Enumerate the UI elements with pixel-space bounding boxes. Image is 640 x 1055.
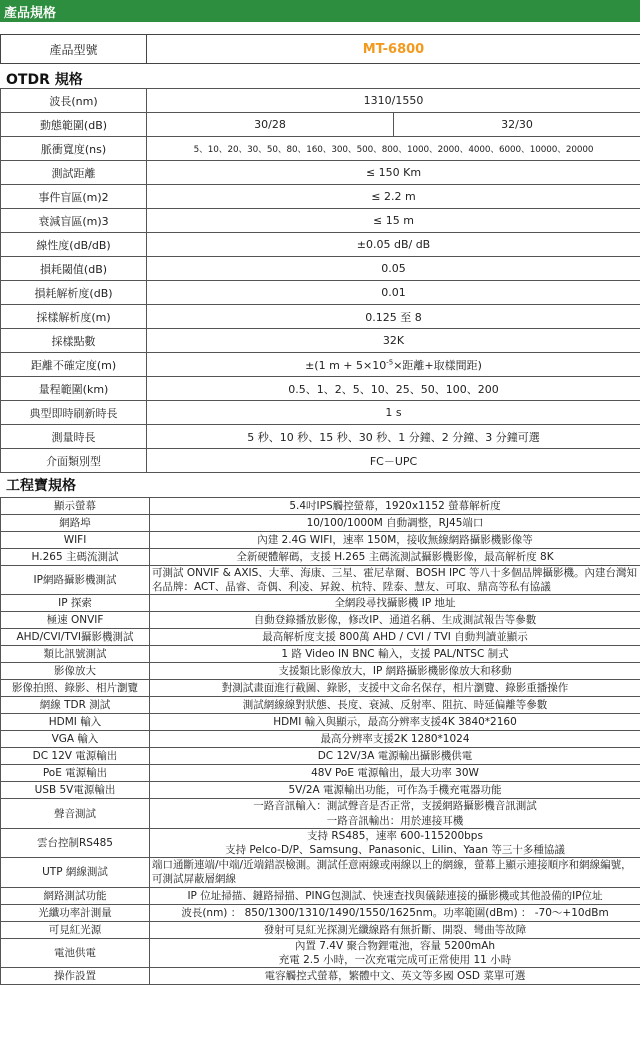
engineering-row: [1, 765, 640, 782]
otdr-row: [1, 233, 640, 257]
otdr-row: [1, 281, 640, 305]
spec-label: 介面類別型: [1, 449, 147, 473]
model-value: MT-6800: [147, 35, 640, 64]
engineering-row: [1, 566, 640, 595]
spec-value: 一路音訊輸入：測試聲音是否正常，支援網路攝影機音訊測試 一路音訊輸出：用於連接耳機: [150, 799, 640, 828]
otdr-row: [1, 161, 640, 185]
spec-label: 操作設置: [1, 968, 150, 985]
spec-value: 最高解析度支援 800萬 AHD / CVI / TVI 自動判讀並顯示: [150, 629, 640, 646]
spec-value: 電容觸控式螢幕，繁體中文、英文等多國 OSD 菜單可選: [150, 968, 640, 985]
spec-label: DC 12V 電源輸出: [1, 748, 150, 765]
spec-value: DC 12V/3A 電源輸出攝影機供電: [150, 748, 640, 765]
engineering-row: [1, 612, 640, 629]
engineering-row: [1, 680, 640, 697]
spec-value: ±0.05 dB/ dB: [147, 233, 640, 257]
spec-label: 光纖功率計測量: [1, 904, 150, 921]
spec-label: 衰減盲區(m)3: [1, 209, 147, 233]
spec-label: 測試距離: [1, 161, 147, 185]
spec-label: 聲音測試: [1, 799, 150, 828]
engineering-row: [1, 498, 640, 515]
spec-value: 30/28: [147, 113, 394, 137]
spec-label: UTP 網線測試: [1, 858, 150, 887]
spec-value: 1 路 Video IN BNC 輸入，支援 PAL/NTSC 制式: [150, 646, 640, 663]
otdr-section-title: OTDR 規格: [6, 72, 83, 88]
otdr-row: [1, 449, 640, 473]
otdr-row: [1, 137, 640, 161]
spec-label: 類比訊號測試: [1, 646, 150, 663]
spec-value: 支援類比影像放大，IP 網路攝影機影像放大和移動: [150, 663, 640, 680]
otdr-row: [1, 257, 640, 281]
engineering-spec-rows: [1, 498, 640, 985]
spec-label: 動態範圍(dB): [1, 113, 147, 137]
spec-label: VGA 輸入: [1, 731, 150, 748]
spec-value: 可測試 ONVIF & AXIS、大華、海康、三星、霍尼韋爾、BOSH IPC 等八十多個品牌攝影機。內建台灣知名品牌：ACT、晶睿、奇偶、利凌、昇銳、杭特、陞泰、慧友、可取、鼎高等私有協議: [150, 566, 640, 595]
spec-label: 事件盲區(m)2: [1, 185, 147, 209]
spec-value: 5 秒、10 秒、15 秒、30 秒、1 分鐘、2 分鐘、3 分鐘可選: [147, 425, 640, 449]
engineering-row: [1, 921, 640, 938]
formula-exponent: -5: [386, 357, 394, 366]
spec-label: 網路測試功能: [1, 887, 150, 904]
spec-label: 損耗解析度(dB): [1, 281, 147, 305]
spec-label: 測量時長: [1, 425, 147, 449]
engineering-row: [1, 731, 640, 748]
spec-label: 損耗閾值(dB): [1, 257, 147, 281]
spec-label: 典型即時刷新時長: [1, 401, 147, 425]
otdr-row: [1, 425, 640, 449]
otdr-row: [1, 401, 640, 425]
engineering-row: [1, 782, 640, 799]
spec-label: 線性度(dB/dB): [1, 233, 147, 257]
spec-value: 對測試畫面進行截圖、錄影，支援中文命名保存，相片瀏覽、錄影重播操作: [150, 680, 640, 697]
engineering-row: [1, 595, 640, 612]
otdr-row: [1, 89, 640, 113]
spec-label: 量程範圍(km): [1, 377, 147, 401]
spec-value: 5、10、20、30、50、80、160、300、500、800、1000、2000、4000、6000、10000、20000: [147, 137, 640, 161]
spec-value: HDMI 輸入與顯示，最高分辨率支援4K 3840*2160: [150, 714, 640, 731]
otdr-row: [1, 353, 640, 377]
spec-value: 32K: [147, 329, 640, 353]
spec-label: 影像拍照、錄影、相片瀏覽: [1, 680, 150, 697]
spec-label: 波長(nm): [1, 89, 147, 113]
otdr-spec-table: [0, 88, 640, 473]
spec-value: 發射可見紅光探測光纖線路有無折斷、開裂、彎曲等故障: [150, 921, 640, 938]
formula-prefix: ±(1 m + 5×10: [305, 358, 387, 372]
otdr-row: [1, 209, 640, 233]
engineering-section-title: 工程寶規格: [6, 478, 76, 494]
spec-label: 網線 TDR 測試: [1, 697, 150, 714]
spec-label: USB 5V電源輸出: [1, 782, 150, 799]
spec-label: 極速 ONVIF: [1, 612, 150, 629]
otdr-row: [1, 113, 640, 137]
spec-value: 5.4吋IPS觸控螢幕，1920x1152 螢幕解析度: [150, 498, 640, 515]
model-table: [0, 34, 640, 64]
spec-value: 全網段尋找攝影機 IP 地址: [150, 595, 640, 612]
engineering-row: [1, 858, 640, 887]
spec-header-banner: [0, 0, 640, 22]
spec-value: 1310/1550: [147, 89, 640, 113]
spec-label: AHD/CVI/TVI攝影機測試: [1, 629, 150, 646]
spec-label: IP網路攝影機測試: [1, 566, 150, 595]
spec-value: 端口通斷連端/中端/近端錯誤檢測。測試任意兩線或兩線以上的網線，螢幕上顯示連接順序和網線編號，可測試屏蔽層網線: [150, 858, 640, 887]
engineering-row: [1, 799, 640, 828]
spec-header-title: 產品規格: [4, 6, 57, 21]
engineering-row: [1, 887, 640, 904]
spec-value: 自動登錄播放影像，修改IP、通道名稱、生成測試報告等參數: [150, 612, 640, 629]
spec-label: HDMI 輸入: [1, 714, 150, 731]
spec-value: 全新硬體解碼，支援 H.265 主碼流測試攝影機影像，最高解析度 8K: [150, 549, 640, 566]
spec-value: 0.01: [147, 281, 640, 305]
spec-label: 網路埠: [1, 515, 150, 532]
spec-value: 0.05: [147, 257, 640, 281]
spec-value: [147, 353, 640, 377]
spec-label: WIFI: [1, 532, 150, 549]
spec-value: 內置 7.4V 聚合物鋰電池，容量 5200mAh 充電 2.5 小時，一次充電完成可正常使用 11 小時: [150, 938, 640, 967]
engineering-spec-table: [0, 497, 640, 985]
spec-label: H.265 主碼流測試: [1, 549, 150, 566]
spec-label: 脈衝寬度(ns): [1, 137, 147, 161]
engineering-row: [1, 697, 640, 714]
spec-value: 32/30: [394, 113, 640, 137]
spec-label: 距離不確定度(m): [1, 353, 147, 377]
spec-label: PoE 電源輸出: [1, 765, 150, 782]
spec-label: 可見紅光源: [1, 921, 150, 938]
spec-value: ≤ 2.2 m: [147, 185, 640, 209]
spec-label: 採樣點數: [1, 329, 147, 353]
spec-value: 5V/2A 電源輸出功能，可作為手機充電器功能: [150, 782, 640, 799]
otdr-row: [1, 329, 640, 353]
formula-suffix: ×距離+取樣間距): [393, 358, 482, 372]
spec-label: 顯示螢幕: [1, 498, 150, 515]
spec-value: 1 s: [147, 401, 640, 425]
engineering-row: [1, 646, 640, 663]
engineering-row: [1, 714, 640, 731]
engineering-row: [1, 663, 640, 680]
spec-value: 支持 RS485，速率 600-115200bps 支持 Pelco-D/P、Samsung、Panasonic、Lilin、Yaan 等三十多種協議: [150, 828, 640, 857]
spec-value: ≤ 15 m: [147, 209, 640, 233]
otdr-row: [1, 305, 640, 329]
spec-value: 內建 2.4G WIFI，速率 150M，接收無線網路攝影機影像等: [150, 532, 640, 549]
spec-value: IP 位址掃描、鏈路掃描、PING包測試、快速查找與儀錶連接的攝影機或其他設備的IP位址: [150, 887, 640, 904]
engineering-row: [1, 938, 640, 967]
engineering-row: [1, 549, 640, 566]
engineering-row: [1, 828, 640, 857]
model-label: 產品型號: [1, 35, 147, 64]
spec-value: 最高分辨率支援2K 1280*1024: [150, 731, 640, 748]
spec-value: ≤ 150 Km: [147, 161, 640, 185]
spec-value: 0.125 至 8: [147, 305, 640, 329]
spec-label: 影像放大: [1, 663, 150, 680]
engineering-row: [1, 629, 640, 646]
spec-value: 10/100/1000M 自動調整，RJ45端口: [150, 515, 640, 532]
engineering-row: [1, 515, 640, 532]
engineering-row: [1, 904, 640, 921]
spec-value: 48V PoE 電源輸出，最大功率 30W: [150, 765, 640, 782]
otdr-row: [1, 185, 640, 209]
spec-label: 採樣解析度(m): [1, 305, 147, 329]
engineering-row: [1, 968, 640, 985]
otdr-row: [1, 377, 640, 401]
model-row: [1, 35, 640, 64]
spec-value: FC－UPC: [147, 449, 640, 473]
spec-value: 0.5、1、2、5、10、25、50、100、200: [147, 377, 640, 401]
spec-value: 測試網線線對狀態、長度、衰減、反射率、阻抗、時延偏離等參數: [150, 697, 640, 714]
spec-value: 波長(nm) ： 850/1300/1310/1490/1550/1625nm。功率範圍(dBm) ： -70～+10dBm: [150, 904, 640, 921]
spec-label: 雲台控制RS485: [1, 828, 150, 857]
spec-label: 電池供電: [1, 938, 150, 967]
engineering-row: [1, 532, 640, 549]
spec-label: IP 探索: [1, 595, 150, 612]
engineering-row: [1, 748, 640, 765]
